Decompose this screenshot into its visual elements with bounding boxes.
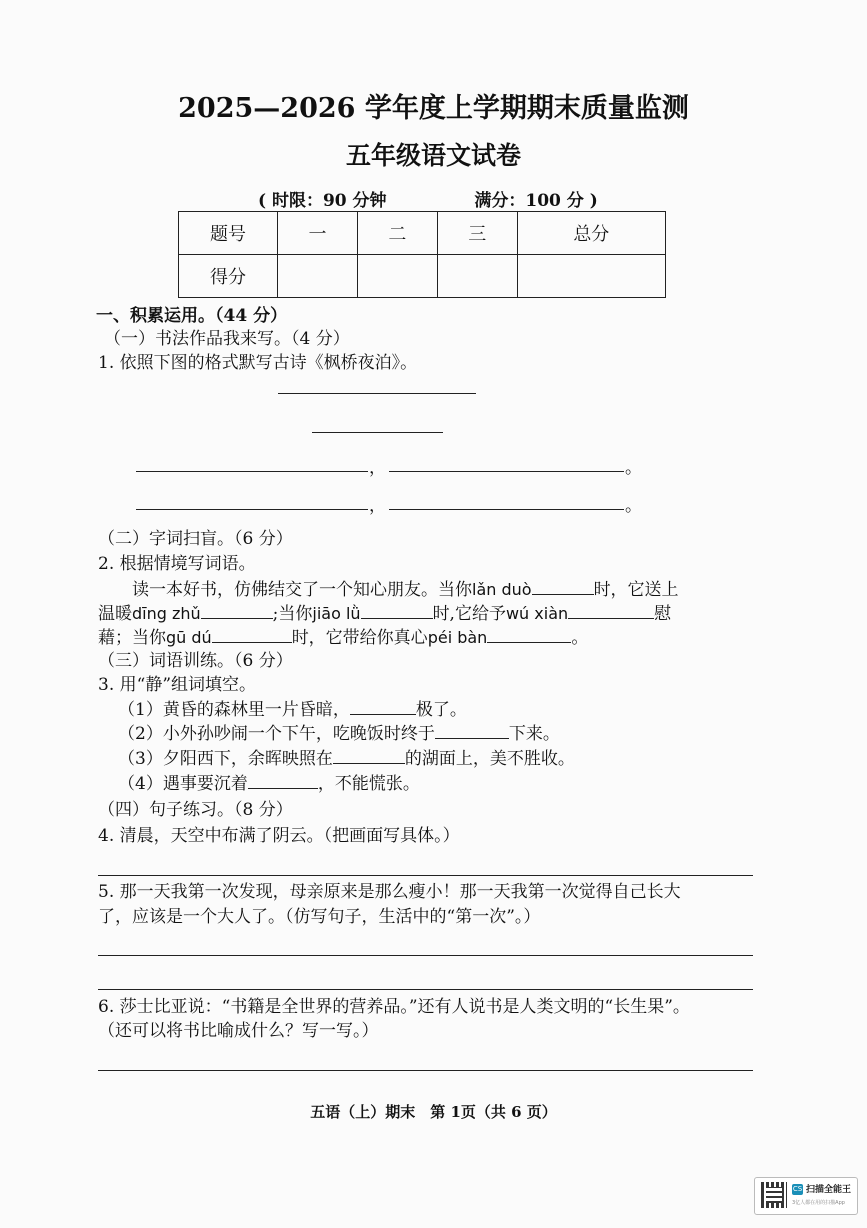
answer-blank[interactable] <box>435 722 509 739</box>
score-cell[interactable] <box>278 255 358 298</box>
score-cell[interactable] <box>517 255 665 298</box>
table-cell: 题号 <box>179 212 278 255</box>
poem-line-1b[interactable] <box>389 471 624 472</box>
table-cell: 总分 <box>517 212 665 255</box>
exam-meta <box>258 186 598 211</box>
poem-line-2a[interactable] <box>136 509 368 510</box>
scanner-tagline: 3亿人都在用的扫描App <box>792 1200 845 1206</box>
q2-line-3: 藉；当你gū dú 时，它带给你真心péi bàn 。 <box>98 628 589 648</box>
answer-blank[interactable] <box>248 772 318 789</box>
answer-blank[interactable] <box>487 626 571 643</box>
exam-title: 2025—2026 学年度上学期期末质量监测 <box>178 93 689 124</box>
comma: ， <box>369 496 386 516</box>
table-cell: 得分 <box>179 255 278 298</box>
table-cell: 二 <box>357 212 437 255</box>
comma: ， <box>369 458 386 478</box>
answer-blank[interactable] <box>568 602 654 619</box>
time-limit: ( 时限：90 分钟 <box>258 191 387 211</box>
answer-line-q5[interactable] <box>98 989 753 990</box>
qr-code-icon <box>761 1182 787 1208</box>
q2-line-2: 温暖dīng zhǔ ;当你jiāo lǜ 时,它给予wú xiàn 慰 <box>98 604 672 624</box>
q2-line-1: 读一本好书，仿佛结交了一个知心朋友。当你lǎn duò 时，它送上 <box>132 580 679 600</box>
pinyin: péi bàn <box>427 628 488 647</box>
poem-line-1a[interactable] <box>136 471 368 472</box>
camscanner-logo-icon: CS <box>792 1185 803 1193</box>
poem-title-line[interactable] <box>278 393 476 394</box>
period: 。 <box>625 496 642 516</box>
score-table-header-row <box>179 212 666 255</box>
score-table-score-row <box>179 255 666 298</box>
poem-author-line[interactable] <box>312 432 443 433</box>
answer-line-q4[interactable] <box>98 875 753 876</box>
question-4: 4. 清晨，天空中布满了阴云。（把画面写具体。） <box>98 826 460 846</box>
question-5-line-1: 5. 那一天我第一次发现，母亲原来是那么瘦小！那一天我第一次觉得自己长大 <box>98 882 681 902</box>
q3-item-3: （3）夕阳西下，余晖映照在 的湖面上，美不胜收。 <box>118 749 575 769</box>
section-heading: 一、积累运用。（44 分） <box>96 306 288 326</box>
answer-line-q6[interactable] <box>98 1070 753 1071</box>
q3-item-4: （4）遇事要沉着 ，不能慌张。 <box>118 774 420 794</box>
page-footer: 五语（上）期末 第 1页（共 6 页） <box>310 1103 557 1121</box>
score-table <box>178 211 666 298</box>
question-5-line-2: 了，应该是一个大人了。（仿写句子，生活中的“第一次”。） <box>98 907 541 927</box>
part-heading: （四）句子练习。（8 分） <box>98 800 293 820</box>
exam-subtitle: 五年级语文试卷 <box>345 141 521 170</box>
pinyin: dīng zhǔ <box>132 604 201 623</box>
pinyin: lǎn duò <box>472 580 532 599</box>
answer-blank[interactable] <box>333 747 405 764</box>
question-6-line-1: 6. 莎士比亚说：“书籍是全世界的营养品。”还有人说书是人类文明的“长生果”。 <box>98 997 690 1017</box>
question-2: 2. 根据情境写词语。 <box>98 554 256 574</box>
table-cell: 三 <box>437 212 517 255</box>
pinyin: wú xiàn <box>505 604 569 623</box>
poem-line-2b[interactable] <box>389 509 624 510</box>
pinyin: jiāo lǜ <box>312 604 361 623</box>
scanner-watermark <box>754 1177 858 1215</box>
answer-blank[interactable] <box>201 602 273 619</box>
part-heading: （二）字词扫盲。（6 分） <box>98 529 293 549</box>
pinyin: gū dú <box>166 628 212 647</box>
part-heading: （三）词语训练。（6 分） <box>98 651 293 671</box>
answer-blank[interactable] <box>212 626 292 643</box>
answer-line-q5[interactable] <box>98 955 753 956</box>
question-3: 3. 用“静”组词填空。 <box>98 675 257 695</box>
q3-item-2: （2）小外孙吵闹一个下午，吃晚饭时终于 下来。 <box>118 724 560 744</box>
answer-blank[interactable] <box>350 698 416 715</box>
period: 。 <box>625 458 642 478</box>
q3-item-1: （1）黄昏的森林里一片昏暗， 极了。 <box>118 700 467 720</box>
question-6-line-2: （还可以将书比喻成什么？写一写。） <box>98 1021 379 1041</box>
answer-blank[interactable] <box>532 578 594 595</box>
score-cell[interactable] <box>357 255 437 298</box>
question-1: 1. 依照下图的格式默写古诗《枫桥夜泊》。 <box>98 353 418 373</box>
scanner-name: 扫描全能王 <box>806 1185 852 1195</box>
table-cell: 一 <box>278 212 358 255</box>
score-cell[interactable] <box>437 255 517 298</box>
answer-blank[interactable] <box>361 602 433 619</box>
part-heading: （一）书法作品我来写。（4 分） <box>104 329 350 349</box>
full-score: 满分：100 分 ) <box>474 191 598 211</box>
